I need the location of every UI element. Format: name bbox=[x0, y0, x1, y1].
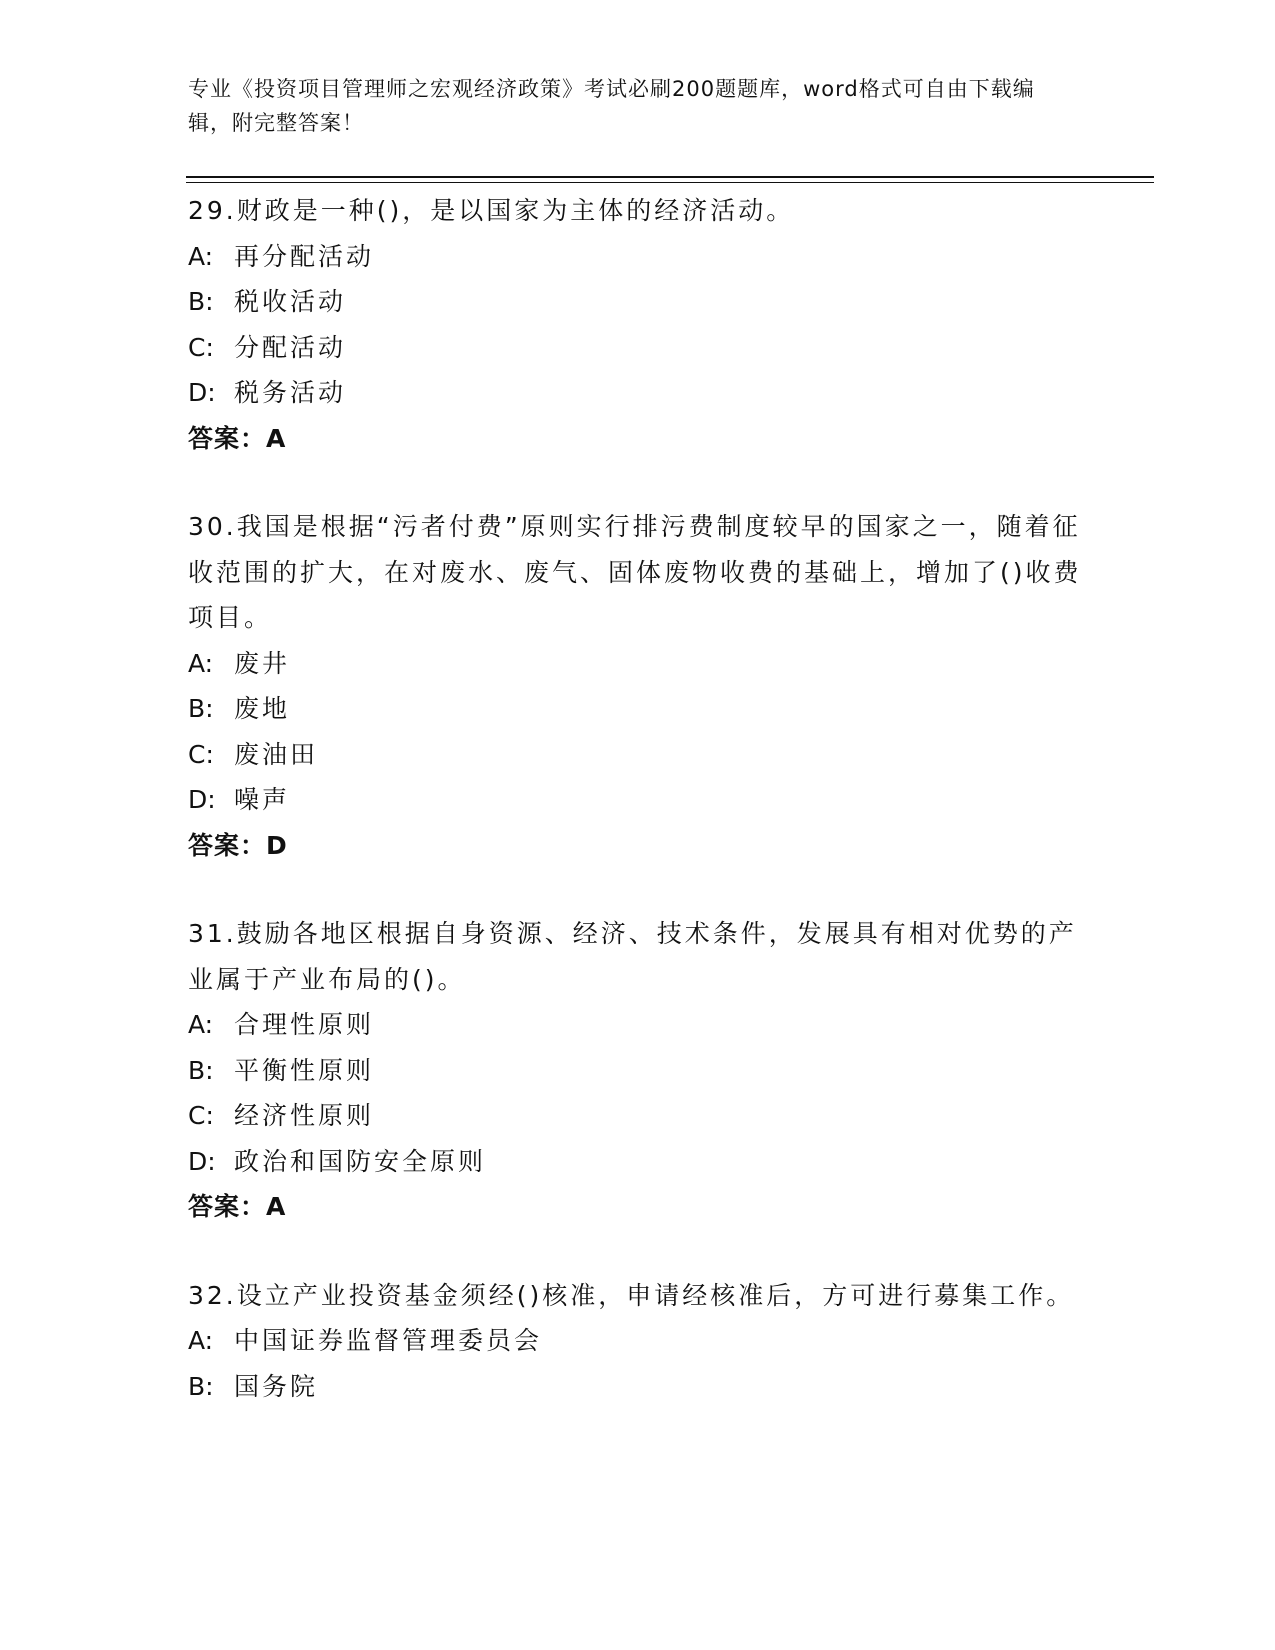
question-32 bbox=[188, 1273, 1088, 1410]
option-b bbox=[188, 279, 1088, 325]
answer-line: 答案：A bbox=[188, 1192, 287, 1221]
option-a bbox=[188, 234, 1088, 280]
option-text: 国务院 bbox=[234, 1371, 319, 1401]
option-label: B: bbox=[188, 1371, 214, 1401]
question-31 bbox=[188, 911, 1088, 1230]
question-stem: 29.财政是一种()，是以国家为主体的经济活动。 bbox=[188, 196, 795, 225]
header-divider-top bbox=[186, 176, 1154, 178]
option-b bbox=[188, 1364, 1088, 1410]
answer-line: 答案：D bbox=[188, 830, 288, 860]
question-30 bbox=[188, 504, 1088, 868]
option-c bbox=[188, 1093, 1088, 1139]
option-label: C: bbox=[188, 332, 214, 362]
header-divider-bottom bbox=[186, 182, 1154, 183]
option-label: A: bbox=[188, 241, 214, 271]
option-label: B: bbox=[188, 287, 214, 316]
option-text: 废地 bbox=[234, 694, 291, 723]
question-29 bbox=[188, 188, 1088, 461]
question-stem: 32.设立产业投资基金须经()核准，申请经核准后，方可进行募集工作。 bbox=[188, 1280, 1075, 1310]
question-stem: 31.鼓励各地区根据自身资源、经济、技术条件，发展具有相对优势的产业属于产业布局的()。 bbox=[188, 919, 1077, 994]
option-d bbox=[188, 1139, 1088, 1185]
option-b bbox=[188, 686, 1088, 732]
option-text: 再分配活动 bbox=[234, 241, 375, 271]
option-label: A: bbox=[188, 1010, 214, 1039]
option-label: D: bbox=[188, 378, 216, 407]
option-c bbox=[188, 732, 1088, 778]
option-a bbox=[188, 1002, 1088, 1048]
option-text: 中国证券监督管理委员会 bbox=[234, 1326, 543, 1355]
option-text: 噪声 bbox=[234, 785, 291, 814]
option-c bbox=[188, 325, 1088, 371]
option-d bbox=[188, 370, 1088, 416]
option-label: C: bbox=[188, 739, 214, 769]
option-text: 平衡性原则 bbox=[234, 1055, 375, 1085]
option-label: B: bbox=[188, 694, 214, 723]
option-text: 税务活动 bbox=[234, 378, 347, 407]
option-d bbox=[188, 777, 1088, 823]
option-label: A: bbox=[188, 648, 214, 678]
option-label: B: bbox=[188, 1055, 214, 1085]
option-a bbox=[188, 641, 1088, 687]
option-label: D: bbox=[188, 1146, 216, 1176]
question-list bbox=[188, 188, 1088, 1452]
option-text: 经济性原则 bbox=[234, 1101, 375, 1130]
option-b bbox=[188, 1048, 1088, 1094]
option-a bbox=[188, 1318, 1088, 1364]
option-text: 税收活动 bbox=[234, 287, 347, 316]
option-label: C: bbox=[188, 1101, 214, 1130]
option-text: 合理性原则 bbox=[234, 1010, 375, 1039]
option-label: D: bbox=[188, 785, 216, 814]
option-text: 废油田 bbox=[234, 739, 319, 769]
document-header: 专业《投资项目管理师之宏观经济政策》考试必刷200题题库，word格式可自由下载编辑，附完整答案！ bbox=[188, 77, 1035, 135]
answer-line: 答案：A bbox=[188, 423, 287, 453]
question-stem: 30.我国是根据“污者付费”原则实行排污费制度较早的国家之一，随着征收范围的扩大，在对废水、废气、固体废物收费的基础上，增加了()收费项目。 bbox=[188, 512, 1082, 632]
option-label: A: bbox=[188, 1326, 214, 1355]
option-text: 废井 bbox=[234, 648, 291, 678]
option-text: 政治和国防安全原则 bbox=[234, 1146, 487, 1176]
option-text: 分配活动 bbox=[234, 332, 347, 362]
